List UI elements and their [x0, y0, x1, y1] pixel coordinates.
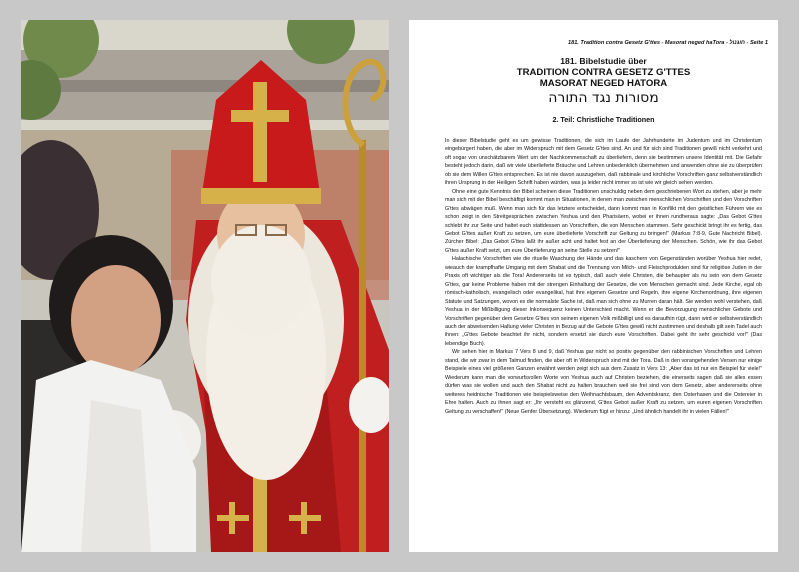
- paragraph: Halachische Vorschriften wie die rituelle Waschung der Hände und das kaschern von Gegenständen worüber Yeshua hier redet, wieauch der krampfhafte Umgang mit dem Shabat und die Trennung von Milch- und Fleischprodukten sind für religiöse Juden in der Praxis oft wichtiger als die Tora! Andererseits ist es typisch, daß auch viele Christen, die behaupter als nu sein von dem Gesetz G'ttes, gar keine Probleme haben mit der strengen Einhaltung der Gesetze, die von Menschen gemacht sind. Jede Kirche, egal ob römisch-katholisch, evangelisch oder evangelikal, hat ihre eigenen Gesetze und Regeln, ihre eigene Kirchenordnung, ihre eigenen Statute und Satzungen, wovon es die normalste Sache ist, daß man sich ohne zu Murren daran hält. Sie werden wohl verstehen, daß Yeshua in der Mißbilligung dieser Inkonsequenz keinen Unterschied macht. Wenn er die Bevorzugung menschlicher Gebote und Vorschriften gegenüber dem Gesetze G'ttes von seinem eigenen Volk mißbilligt und es daraufhin rügt, dann wird er selbstverständlich auch der abweisenden Haltung vieler Christen in Bezug auf die Gebote G'ttes gewiß nicht zustimmen und deshalb gilt sein Tadel auch ihnen: „G'ttes Gebote beachtet ihr nicht, sondern ersetzt sie durch eure Vorschriften. Dabei geht ihr sehr geschickt vor!" (Das lebendige Buch).: [445, 256, 762, 347]
- paragraph: In dieser Bibelstudie geht es um gewisse Traditionen, die sich im Laufe der Jahrhunderte im Judentum und im Christentum eingebürgert haben, die aber im Widerspruch mit dem Gesetz G'ttes sind. An und für sich sind Traditionen gewiß nicht verkehrt und oft sogar von unschätzbarem Wert um der Nachkommenschaft zu überliefern, denn sie bestimmen unsere Identität mit. Die Gefahr besteht jedoch darin, daß wir viele überlieferte Bräuche und Lehren unbedenklich übernehmen und anwenden ohne sie zu überprüfen ob sie dem Willen G'ttes entsprechen. Es ist nie davon auszugehen, daß rabbinale und kirchliche Vorschriften ganz selbstverständlich ihren Ursprung in der Heiligen Schrift haben würden, was ja leider nicht immer so ist wie wir gleich sehen werden.: [445, 138, 762, 187]
- document-page: [409, 20, 778, 552]
- running-header: 181. Tradition contra Gesetz G'ttes - Masorat neged haTora - חוגנול - Seite 1: [567, 40, 768, 46]
- paragraph: Wir sehen hier in Markus 7 Vers 8 und 9, daß Yeshua gar nicht so positiv gegenüber den rabbinischen Vorschriften und Lehren stand, die wir zwar in dem Talmud finden, die aber oft in Widerspruch sind mit der Tora. Daß in den vorangehenden Versen nur einige Beispiele eines viel größeren Ganzen erwähnt werden zeigt sich aus dem Zusatz in Vers 13: „Aber das ist nur ein Beispiel für viele!" Wiederum kann man die vorwurfsvollen Worte von Yeshua auch auf Christen beziehen, die einerseits sagen daß sie alles essen dürfen was sie wollen und auch den Shabat nicht zu halten brauchen weil sie frei sind von dem Gesetz, aber andererseits ohne weiteres heidnische Traditionen wie beispielsweise den Weihnachtsbaum, den Adventskranz, den Osterhasen und die Ostereier in Ehre halten. Auch zu ihnen sagt er: „Ihr versteht es glänzend, G'ttes Gebot außer Kraft zu setzen, um euren eigenen Vorschriften Geltung zu verschaffen!" (Neue Genfer Übersetzung). Wiederum fügt er hinzu: „Und ähnlich handelt ihr in vielen Fällen!": [445, 349, 762, 415]
- paragraph: Ohne eine gute Kenntnis der Bibel scheinen diese Traditionen unschuldig neben dem geschriebenen Wort zu stehen, aber je mehr man sich mit der Bibel beschäftigt kommt man in Situationen, in denen man zwischen menschlichen Vorschriften und den Vorschriften G'ttes abwägen muß. Wenn man sich für das letztere entscheidet, dann kommt man in Konflikt mit den geistlichen Führern wie es schon zeigt in den Streitgesprächen zwischen Yeshua und den Pharisäern, wobei er ihnen rundheraus sagte: „Das Gebot G'ttes schlebt ihr zur Seite und haltet euch stattdessen an Vorschriften, die von Menschen stammen. Sehr geschickt bringt ihr es fertig, das Gebot G'ttes außer Kraft zu setzen, um eure überlieferte Vorschrift zur Geltung zu bringen!" (Markus 7:8-9, Gute Nachricht Bibel). Zürcher Bibel: „Das Gebot G'ttes laßt ihr außer acht und haltet fest an der Überlieferung der Menschen. Schön, wie ihr das Gebot G'ttes außer Kraft setzt, um eure Überlieferung an seine Stelle zu setzen!": [445, 188, 762, 254]
- body-text: [445, 137, 762, 416]
- study-number-title: 181. Bibelstudie über: [560, 56, 647, 66]
- transliterated-title: MASORAT NEGED HATORA: [539, 78, 668, 89]
- santa-photo: [21, 20, 389, 552]
- saint-nicholas-photo-illustration: [21, 20, 389, 552]
- hebrew-title: מסורות נגד התורה: [548, 90, 659, 106]
- part-subtitle: 2. Teil: Christliche Traditionen: [552, 115, 655, 124]
- main-title: TRADITION CONTRA GESETZ G'TTES: [516, 67, 691, 78]
